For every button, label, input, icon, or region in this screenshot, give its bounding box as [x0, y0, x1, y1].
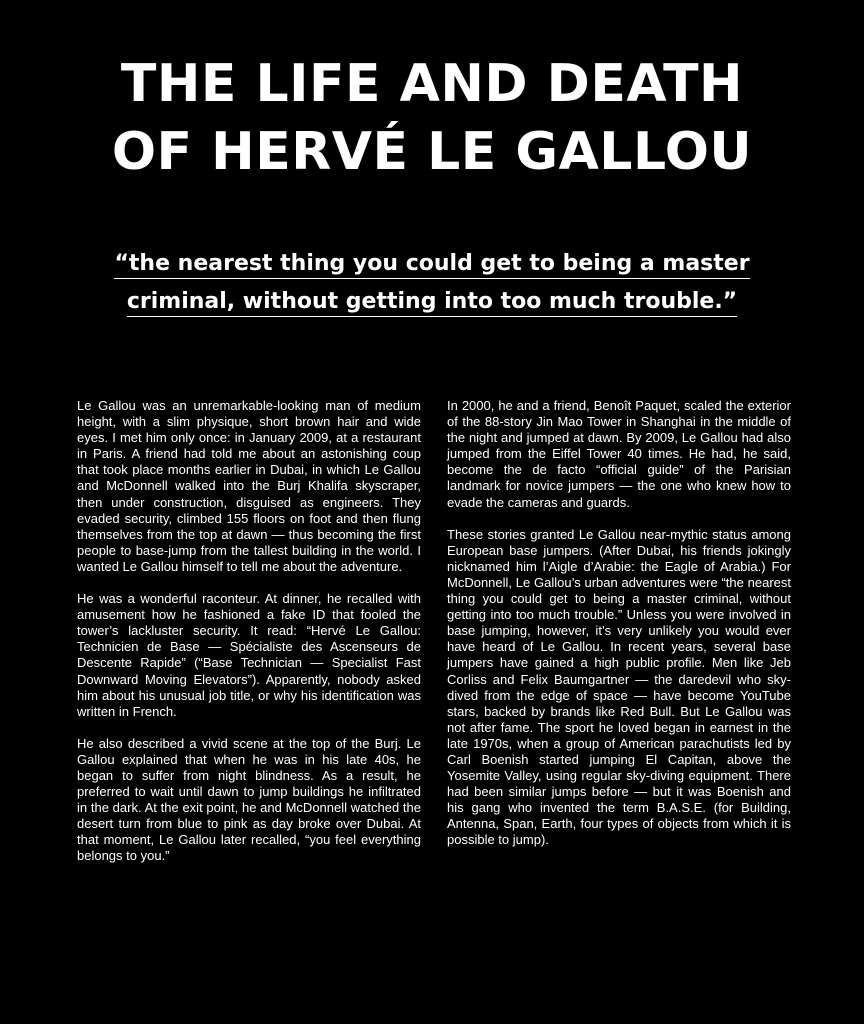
pull-quote-line-1-text: “the nearest thing you could get to being a master — [114, 251, 749, 279]
pull-quote — [60, 245, 804, 321]
pull-quote-line-2 — [60, 283, 804, 321]
paragraph: He also described a vivid scene at the top of the Burj. Le Gallou explained that when he was in his late 40s, he began to suffer from night blindness. As a result, he preferred to wait until dawn to jump buildings he infiltrated in the dark. At the exit point, he and McDonnell watched the desert turn from blue to pink as day broke over Dubai. At that moment, Le Gallou later recalled, “you feel everything belongs to you.” — [77, 735, 421, 864]
paragraph: Le Gallou was an unremarkable-looking man of medium height, with a slim physique, short brown hair and wide eyes. I met him only once: in January 2009, at a restaurant in Paris. A friend had told me about an astonishing coup that took place months earlier in Dubai, in which Le Gallou and McDonnell walked into the Burj Khalifa skyscraper, then under construction, disguised as engineers. They evaded security, climbed 155 floors on foot and then flung themselves from the top at dawn — thus becoming the first people to base-jump from the tallest building in the world. I wanted Le Gallou himself to tell me about the adventure. — [77, 398, 421, 574]
paragraph: In 2000, he and a friend, Benoît Paquet, scaled the exterior of the 88-story Jin Mao Tower in Shanghai in the middle of the night and jumped at dawn. By 2009, Le Gallou had also jumped from the Eiffel Tower 40 times. He had, he said, become the de facto “official guide” of the Parisian landmark for novice jumpers — the one who knew how to evade the cameras and guards. — [447, 398, 791, 510]
title-line-2: OF HERVÉ LE GALLOU — [111, 122, 753, 182]
paragraph: These stories granted Le Gallou near-mythic status among European base jumpers. (After Dubai, his friends jokingly nicknamed him l’Aigle d’Arabie: the Eagle of Arabia.) For McDonnell, Le Gallou’s urban adventures were “the nearest thing you could get to being a master criminal, without getting into too much trouble.” Unless you were involved in base jumping, however, it’s very unlikely you would ever have heard of Le Gallou. In recent years, several base jumpers have gained a high public profile. Men like Jeb Corliss and Felix Baumgartner — the daredevil who sky-dived from the edge of space — have become YouTube stars, backed by brands like Red Bull. But Le Gallou was not after fame. The sport he loved began in earnest in the late 1970s, when a group of American parachutists led by Carl Boenish started jumping El Capitan, above the Yosemite Valley, using regular sky-diving equipment. There had been similar jumps before — but it was Boenish and his gang who invented the term B.A.S.E. (for Building, Antenna, Span, Earth, four types of objects from which it is possible to jump). — [447, 526, 791, 848]
paragraph: He was a wonderful raconteur. At dinner, he recalled with amusement how he fashioned a fake ID that fooled the tower’s lackluster security. It read: “Hervé Le Gallou: Technicien de Base — Spécialiste des Ascenseurs de Descente Rapide” (“Base Technician — Specialist Fast Downward Moving Elevators”). Apparently, nobody asked him about his unusual job title, or why his identification was written in French. — [77, 591, 421, 719]
body-column-right — [447, 398, 791, 865]
pull-quote-line-2-text: criminal, without getting into too much trouble.” — [127, 289, 737, 317]
title-line-1: THE LIFE AND DEATH — [120, 54, 744, 114]
body-column-left — [77, 398, 421, 881]
pull-quote-line-1 — [60, 245, 804, 283]
article-title — [0, 50, 864, 186]
